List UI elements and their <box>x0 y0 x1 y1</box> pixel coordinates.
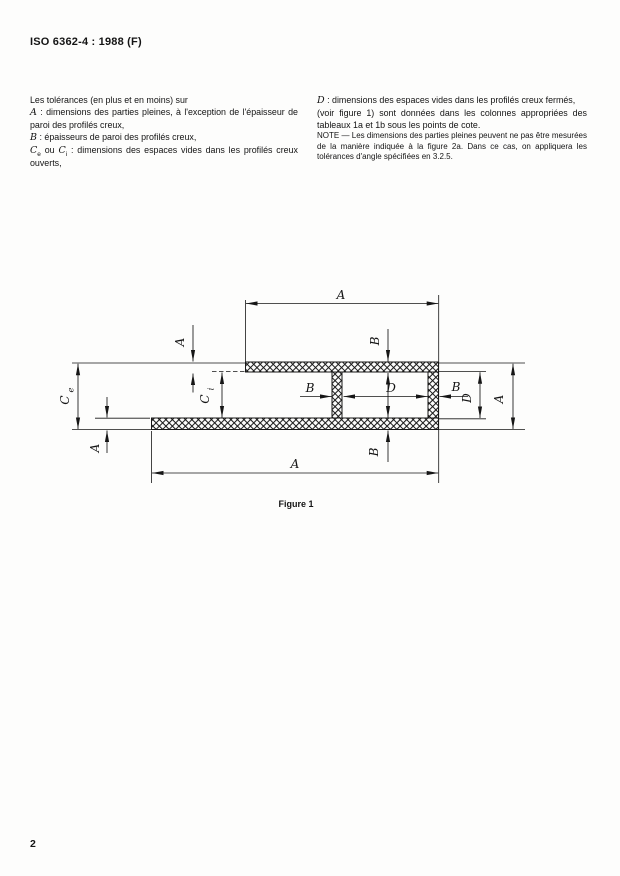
dim-bottom-width-A <box>152 457 438 473</box>
symbol-Ce-sub: e <box>37 150 41 158</box>
right-column <box>317 94 587 163</box>
label-top-wall-B: B <box>368 336 382 346</box>
definition-D <box>317 94 587 107</box>
definition-C-connector: ou <box>40 145 59 155</box>
label-Ce: C <box>58 395 72 405</box>
dim-middle-wall-B <box>300 381 332 397</box>
definition-A <box>30 106 298 131</box>
symbol-Ce: C <box>30 145 38 156</box>
definition-B-text: : épaisseurs de paroi des profilés creux, <box>36 132 197 142</box>
dim-inner-height-D <box>439 372 486 419</box>
label-top-flange-A: A <box>173 337 187 347</box>
profile-right-wall <box>428 372 439 418</box>
intro-paragraph: Les tolérances (en plus et en moins) sur <box>30 95 188 105</box>
figure-caption: Figure 1 <box>278 499 314 509</box>
left-column <box>30 94 298 169</box>
definition-B <box>30 131 298 144</box>
figure-reference-paragraph: (voir figure 1) sont données dans les colonnes appropriées des tableaux 1a et 1b sous les points de cote. <box>317 108 587 130</box>
page-number: 2 <box>30 838 36 850</box>
label-middle-wall-B: B <box>305 381 315 395</box>
label-bottom-wall-B: B <box>367 447 381 457</box>
label-Ci: C <box>198 394 212 404</box>
label-inner-width-D: D <box>386 381 396 395</box>
symbol-Ci: C <box>58 145 66 156</box>
profile-bottom-flange <box>152 418 439 430</box>
figure-1 <box>30 280 570 485</box>
dim-top-width-A <box>246 288 438 304</box>
dim-overall-height-A <box>492 364 513 429</box>
dim-bottom-flange-thickness-A <box>88 397 150 453</box>
label-Ci-sub: i <box>206 387 217 391</box>
profile-top-flange <box>246 362 439 372</box>
profile-drawing <box>30 280 570 485</box>
page-title: ISO 6362-4 : 1988 (F) <box>30 36 142 48</box>
dim-open-cavity-Ce <box>58 364 78 429</box>
profile-middle-wall <box>332 372 342 418</box>
definition-A-text: : dimensions des parties pleines, à l'exception de l'épaisseur de paroi des profilés creux, <box>30 107 298 130</box>
label-bottom-flange-A: A <box>88 443 102 453</box>
definition-D-text: : dimensions des espaces vides dans les profilés creux fermés, <box>324 95 576 105</box>
definition-C-text: : dimensions des espaces vides dans les profilés creux ouverts, <box>30 145 298 168</box>
definition-C <box>30 144 298 169</box>
label-overall-height-A: A <box>492 394 506 404</box>
dim-inner-width-D <box>344 381 428 397</box>
dim-top-wall-B <box>368 329 388 362</box>
dim-top-flange-thickness-A <box>173 325 193 393</box>
label-Ce-sub: e <box>66 387 77 393</box>
dim-open-cavity-Ci <box>198 372 246 418</box>
symbol-D: D <box>317 95 325 106</box>
label-top-width-A: A <box>336 288 346 302</box>
note-paragraph: NOTE — Les dimensions des parties pleines peuvent ne pas être mesurées de la manière indiquée à la figure 2a. Dans ce cas, on appliquera les tolérances d'angle spécifiées en 3.2.5. <box>317 131 587 161</box>
symbol-A: A <box>30 107 37 118</box>
symbol-Ci-sub: i <box>65 150 68 158</box>
dim-bottom-wall-B <box>367 431 388 463</box>
label-inner-height-D: D <box>460 393 474 403</box>
label-bottom-width-A: A <box>290 457 300 471</box>
label-right-wall-B: B <box>451 380 461 394</box>
symbol-B: B <box>30 132 37 143</box>
